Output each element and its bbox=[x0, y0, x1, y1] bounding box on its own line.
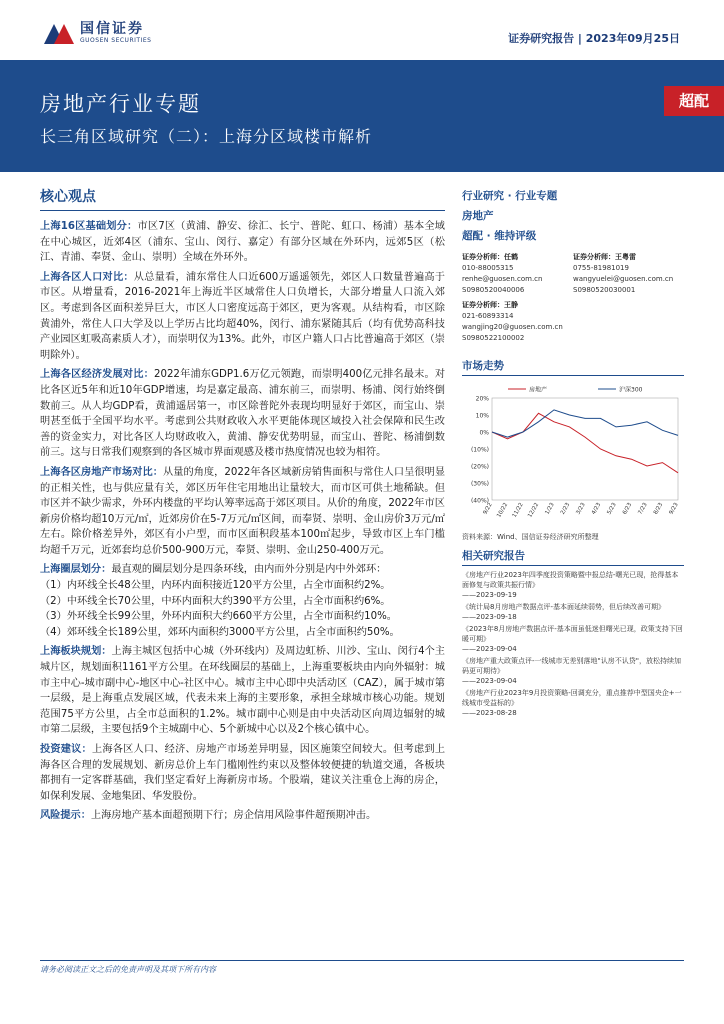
list-item: （4）郊环线全长189公里，郊环内面积约3000平方公里，占全市面积约50%。 bbox=[40, 626, 400, 638]
related-report: 《统计局8月房地产数据点评-基本面延续弱势，但后续改善可期》 ——2023-09-18 bbox=[462, 603, 665, 621]
related-report: 《2023年8月房地产数据点评-基本面虽低迷但曙光已现，政策支持下回暖可期》 ——2023-09-04 bbox=[462, 625, 683, 653]
y-tick-label: (10%) bbox=[470, 446, 489, 454]
report-title: 房地产行业专题 bbox=[40, 92, 201, 116]
y-tick-label: (20%) bbox=[470, 463, 489, 471]
related-report: 《房地产行业2023年9月投资策略-回调充分，重点推荐中型国央企+一线城市受益标的》 ——2023-08-28 bbox=[462, 689, 682, 717]
sector: 房地产 bbox=[462, 210, 494, 222]
paragraph: 上海板块规划：上海主城区包括中心城（外环线内）及周边虹桥、川沙、宝山、闵行4个主城片区，规划面积1161平方公里。在环线圈层的基础上，上海重要板块由内向外辐射：城市主中心-城市副中心-地区中心-社区中心。城市主中心即中央活动区（CAZ），属于城市第一层级，是上海重点发展区域，代表未来上海的主要形象，承担全球城市核心功能。规划范围75平方公里，占全市总面积的1.2%。城市副中心则是由中央活动区向周边辐射的城市第二层级，主要包括9个主城副中心、5个新城中心以及2个核心镇中心。 bbox=[40, 646, 445, 736]
x-tick-label: 4/23 bbox=[590, 502, 603, 516]
list-item: （1）内环线全长48公里，内环内面积接近120平方公里，占全市面积约2%。 bbox=[40, 580, 391, 592]
x-tick-label: 12/22 bbox=[527, 502, 541, 519]
sidebar bbox=[462, 186, 684, 720]
legend-label: 沪深300 bbox=[619, 386, 643, 394]
y-tick-label: 20% bbox=[475, 395, 489, 403]
chart-source: 资料来源：Wind、国信证券经济研究所整理 bbox=[462, 533, 599, 541]
page-header bbox=[0, 0, 724, 60]
x-tick-label: 2/23 bbox=[559, 502, 572, 516]
paragraph: 上海各区经济发展对比：2022年浦东GDP1.6万亿元领跑，而崇明400亿元排名最末。对比各区近5年和近10年GDP增速，均是嘉定最高、浦东前三，而崇明、杨浦、闵行始终倒数前三。从人均GDP看，黄浦遥居第一，市区除普陀外表现均明显好于郊区，而宝山、崇明甚至低于全国平均水平。考虑到公共财政收入水平更能体现区域投入社会保障和民生改善的资金实力，对比各区人均财政收入，黄浦、静安优势明显，而宝山、普陀、杨浦倒数前三。这与日常我们观察到的各区城市界面观感及楼市热度情况也较为相符。 bbox=[40, 369, 446, 459]
x-tick-label: 11/22 bbox=[511, 502, 525, 519]
paragraph: 投资建议：上海各区人口、经济、房地产市场差异明显，因区施策空间较大。但考虑到上海各区合理的发展规划、新房总价上车门槛刚性约束以及整体较便捷的轨道交通，各板块都拥有一定客群基础，我们坚定看好上海新房市场。个股端，建议关注重仓上海的房企，如保利发展、金地集团、华发股份。 bbox=[40, 744, 446, 802]
industry-line: 行业研究 · 行业专题 bbox=[462, 190, 558, 202]
y-tick-label: 0% bbox=[479, 429, 489, 437]
x-tick-label: 6/23 bbox=[621, 502, 634, 516]
paragraph: 风险提示：上海房地产基本面超预期下行；房企信用风险事件超预期冲击。 bbox=[40, 810, 377, 822]
x-tick-label: 10/22 bbox=[496, 502, 510, 519]
core-views-column bbox=[40, 186, 445, 828]
analyst-card: 证券分析师：王粤雷 0755-81981019 wangyuelei@guosen.com.cn S0980520030001 bbox=[573, 253, 674, 294]
company-name: 国信证券 bbox=[80, 21, 144, 37]
series-line-real-estate bbox=[492, 413, 678, 473]
paragraph: 上海各区房地产市场对比：从量的角度，2022年各区域新房销售面积与常住人口呈很明显的正相关性，也与供应量有关，郊区历年住宅用地出让量较大，而市区可供土地稀缺。但市区并不缺少需求，外环内楼盘的平均认筹率远高于郊区项目。从价的角度，2022年市区新房价格均超10万元/㎡，近郊房价在5-7万元/㎡区间，而奉贤、崇明、金山房价3万元/㎡左右。除价格差异外，郊区有小户型，而市区面积段基本100㎡起步，导致市区上车门槛均超千万元，近郊套均总价500-900万元，奉贤、崇明、金山250-400万元。 bbox=[40, 466, 446, 556]
report-subtitle: 长三角区域研究（二）：上海分区域楼市解析 bbox=[40, 127, 373, 146]
x-tick-label: 7/23 bbox=[637, 502, 649, 516]
rating-badge: 超配 bbox=[664, 86, 724, 116]
series-line-csi300 bbox=[492, 410, 678, 437]
paragraph: 上海16区基础划分：市区7区（黄浦、静安、徐汇、长宁、普陀、虹口、杨浦）基本全域在中心城区，近郊4区（浦东、宝山、闵行、嘉定）有部分区域在外环内，远郊5区（松江、青浦、奉贤、金山、崇明）全域在外环外。 bbox=[40, 221, 445, 264]
footer-disclaimer: 请务必阅读正文之后的免责声明及其项下所有内容 bbox=[40, 960, 684, 975]
related-report: 《房地产重大政策点评-一线城市无差别落地"认房不认贷"，放松持续加码更可期待》 ——2023-09-04 bbox=[462, 657, 681, 685]
analyst-list bbox=[462, 252, 684, 348]
list-item: （3）外环线全长99公里，外环内面积大约660平方公里，占全市面积约10%。 bbox=[40, 611, 397, 623]
report-type-date: 证券研究报告 | 2023年09月25日 bbox=[508, 32, 680, 45]
market-trend-chart bbox=[462, 376, 684, 526]
x-tick-label: 1/23 bbox=[544, 502, 556, 516]
y-tick-label: (40%) bbox=[470, 497, 489, 505]
paragraph: 上海各区人口对比：从总量看，浦东常住人口近600万遥遥领先，郊区人口数量普遍高于市区。从增量看，2016-2021年上海近半区域常住人口负增长，大部分增量人口流入郊区。考虑到各区面积差异巨大，市区人口密度远高于郊区，更为客观。从结构看，市区除黄浦外，常住人口大学及以上学历占比均超40%，闵行、浦东紧随其后（均有优势高科技产业园区虹吸高素质人才），而崇明仅为13%。此外，市区户籍人口占比普遍高于郊区（崇明除外）。 bbox=[40, 271, 445, 361]
x-tick-label: 9/23 bbox=[668, 502, 680, 516]
market-trend-title: 市场走势 bbox=[462, 358, 684, 376]
analyst-card: 证券分析师：王静 021-60893314 wangjing20@guosen.com.cn S0980522100002 bbox=[462, 301, 563, 342]
y-tick-label: 10% bbox=[475, 412, 489, 420]
plot-frame bbox=[492, 398, 678, 500]
x-tick-label: 3/23 bbox=[575, 502, 587, 516]
rating-line: 超配 · 维持评级 bbox=[462, 230, 537, 242]
legend-label: 房地产 bbox=[529, 386, 548, 394]
x-tick-label: 8/23 bbox=[652, 502, 665, 516]
related-reports-title: 相关研究报告 bbox=[462, 548, 684, 566]
y-tick-label: (30%) bbox=[470, 480, 489, 488]
analyst-card: 证券分析师：任鹤 010-88005315 renhe@guosen.com.cn S0980520040006 bbox=[462, 253, 543, 294]
x-tick-label: 5/23 bbox=[606, 502, 618, 516]
core-views-title: 核心观点 bbox=[40, 186, 445, 211]
paragraph: 上海圈层划分：最直观的圈层划分是四条环线，由内而外分别是内中外郊环： bbox=[40, 564, 387, 576]
list-item: （2）中环线全长70公里，中环内面积大约390平方公里，占全市面积约6%。 bbox=[40, 595, 391, 607]
company-name-en: GUOSEN SECURITIES bbox=[80, 37, 152, 44]
x-tick-label: 9/22 bbox=[482, 502, 494, 516]
related-report: 《房地产行业2023年四季度投资策略暨中报总结-曙光已现，抢得基本面修复与政策共振行情》 ——2023-09-19 bbox=[462, 571, 679, 599]
